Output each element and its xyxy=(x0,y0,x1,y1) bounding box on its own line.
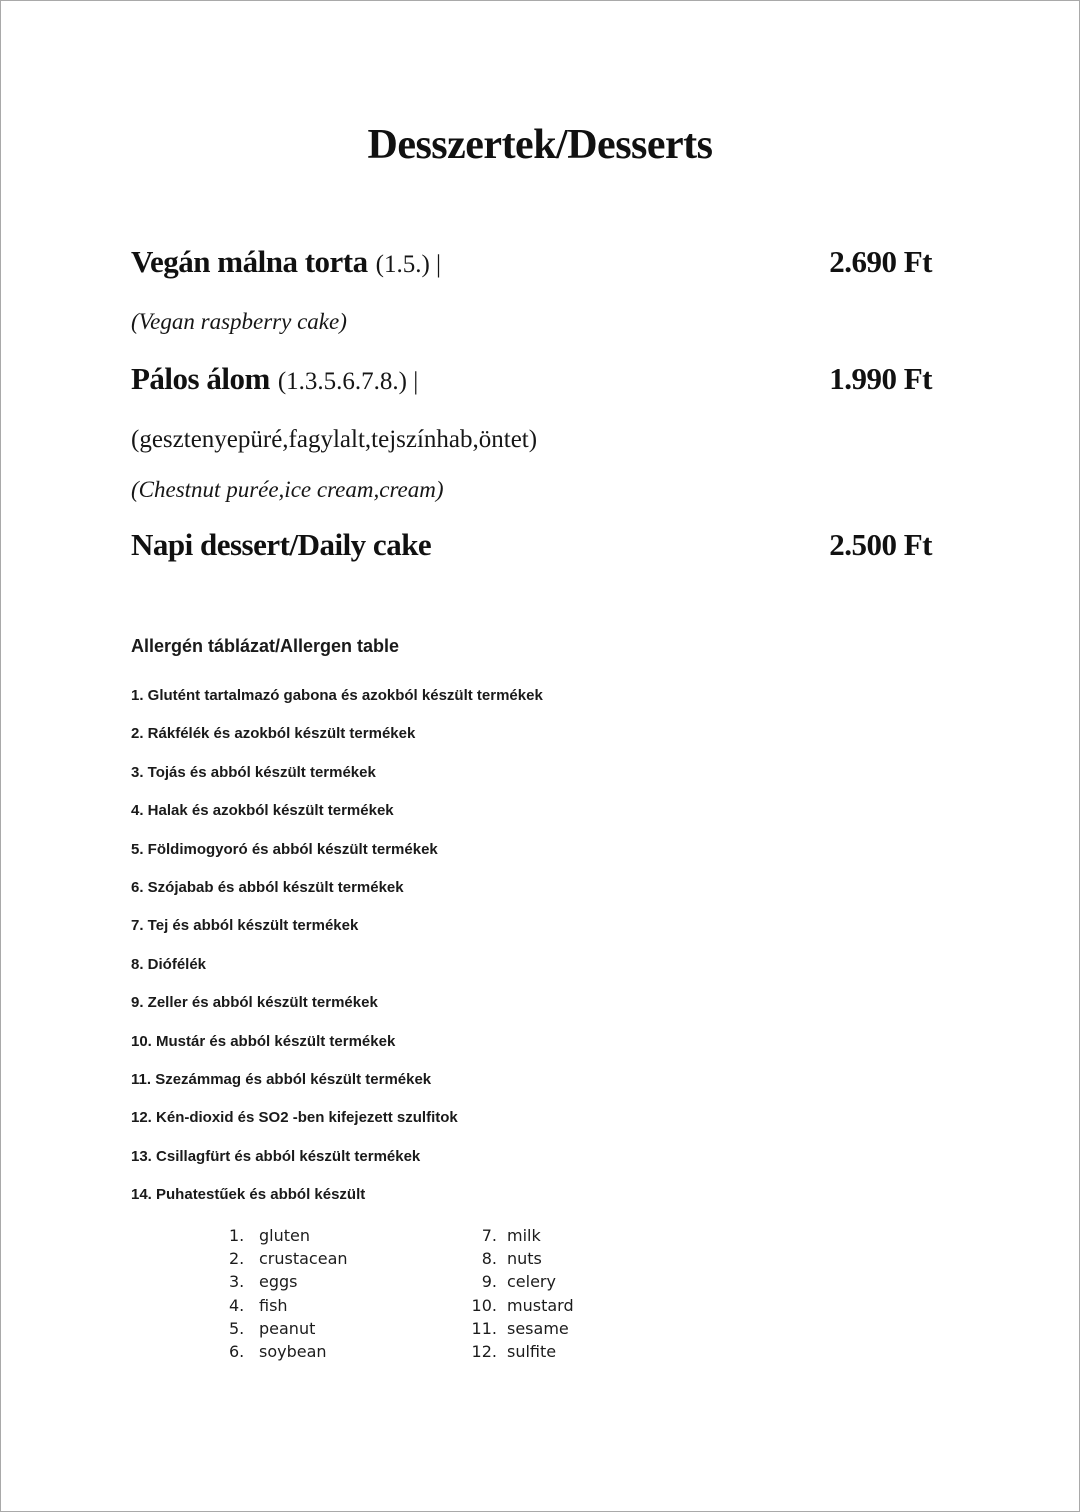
english-allergen-label: peanut xyxy=(259,1318,316,1338)
english-allergen-number: 10. xyxy=(471,1295,497,1315)
english-allergen-number: 7. xyxy=(481,1226,497,1245)
english-allergen-label: sesame xyxy=(507,1318,569,1338)
menu-item-allergen-codes: (1.5.) | xyxy=(375,251,442,278)
english-allergen-number: 9. xyxy=(481,1272,497,1292)
english-allergen-number: 12. xyxy=(471,1341,497,1361)
menu-item-row xyxy=(131,363,932,394)
english-allergen-row xyxy=(471,1319,574,1342)
english-allergen-label: nuts xyxy=(507,1249,542,1269)
menu-item-price: 1.990 Ft xyxy=(829,361,932,396)
menu-item-row xyxy=(131,529,932,560)
english-allergen-row xyxy=(471,1272,574,1295)
menu-item-price: 2.500 Ft xyxy=(829,527,932,562)
english-allergen-row xyxy=(471,1226,574,1249)
english-allergen-legend xyxy=(229,1226,574,1365)
allergen-item: 8. Diófélék xyxy=(131,955,207,973)
english-allergen-column-left xyxy=(229,1226,471,1365)
english-allergen-label: soybean xyxy=(259,1341,327,1361)
english-allergen-label: celery xyxy=(507,1272,556,1292)
allergen-item: 11. Szezámmag és abból készült termékek xyxy=(131,1070,432,1088)
allergen-item: 1. Glutént tartalmazó gabona és azokból készült termékek xyxy=(131,687,543,704)
menu-item-name: Pálos álom xyxy=(131,361,270,396)
allergen-item: 9. Zeller és abból készült termékek xyxy=(131,994,378,1012)
english-allergen-number: 2. xyxy=(229,1249,245,1269)
english-allergen-row xyxy=(471,1249,574,1272)
english-allergen-label: mustard xyxy=(507,1295,574,1315)
english-allergen-row xyxy=(229,1272,471,1295)
allergen-item: 5. Földimogyoró és abból készült termékek xyxy=(131,840,438,858)
english-allergen-row xyxy=(229,1296,471,1319)
menu-item-name: Napi dessert/Daily cake xyxy=(131,527,432,562)
allergen-item: 10. Mustár és abból készült termékek xyxy=(131,1032,396,1050)
menu-item-description-en: (Chestnut purée,ice cream,cream) xyxy=(131,477,444,502)
allergen-item: 7. Tej és abból készült termékek xyxy=(131,917,359,935)
allergen-table-heading: Allergén táblázat/Allergen table xyxy=(131,636,400,656)
menu-item-name-group xyxy=(131,363,418,394)
english-allergen-label: sulfite xyxy=(507,1341,557,1361)
allergen-item: 12. Kén-dioxid és SO2 -ben kifejezett szulfitok xyxy=(131,1109,458,1127)
english-allergen-number: 8. xyxy=(481,1249,497,1269)
english-allergen-row xyxy=(471,1342,574,1365)
english-allergen-row xyxy=(229,1342,471,1365)
english-allergen-label: fish xyxy=(259,1295,288,1315)
allergen-list xyxy=(131,688,1019,1225)
allergen-item: 6. Szójabab és abból készült termékek xyxy=(131,878,404,896)
menu-item-row xyxy=(131,246,932,277)
english-allergen-label: gluten xyxy=(259,1226,310,1245)
english-allergen-number: 11. xyxy=(471,1318,497,1338)
english-allergen-label: crustacean xyxy=(259,1249,348,1269)
english-allergen-label: eggs xyxy=(259,1272,298,1292)
english-allergen-row xyxy=(229,1226,471,1249)
menu-item-description-en: (Vegan raspberry cake) xyxy=(131,309,347,334)
page-title: Desszertek/Desserts xyxy=(367,122,713,168)
menu-item-name-group xyxy=(131,246,441,277)
menu-item-name: Vegán málna torta xyxy=(131,244,368,279)
english-allergen-number: 6. xyxy=(229,1341,245,1361)
english-allergen-number: 5. xyxy=(229,1318,245,1338)
english-allergen-column-right xyxy=(471,1226,574,1365)
english-allergen-number: 3. xyxy=(229,1272,245,1292)
menu-item-description-hu: (gesztenyepüré,fagylalt,tejszínhab,öntet) xyxy=(131,426,538,453)
english-allergen-row xyxy=(229,1319,471,1342)
menu-item-price: 2.690 Ft xyxy=(829,244,932,279)
allergen-item: 14. Puhatestűek és abból készült xyxy=(131,1186,366,1204)
english-allergen-label: milk xyxy=(507,1226,541,1245)
english-allergen-row xyxy=(471,1296,574,1319)
allergen-item: 13. Csillagfürt és abból készült termékek xyxy=(131,1147,421,1165)
menu-item-name-group xyxy=(131,529,431,560)
english-allergen-number: 1. xyxy=(229,1226,245,1245)
english-allergen-row xyxy=(229,1249,471,1272)
allergen-item: 2. Rákfélék és azokból készült termékek xyxy=(131,725,416,743)
allergen-item: 3. Tojás és abból készült termékek xyxy=(131,763,376,781)
menu-item-allergen-codes: (1.3.5.6.7.8.) | xyxy=(277,368,419,395)
english-allergen-number: 4. xyxy=(229,1295,245,1315)
allergen-item: 4. Halak és azokból készült termékek xyxy=(131,802,394,820)
